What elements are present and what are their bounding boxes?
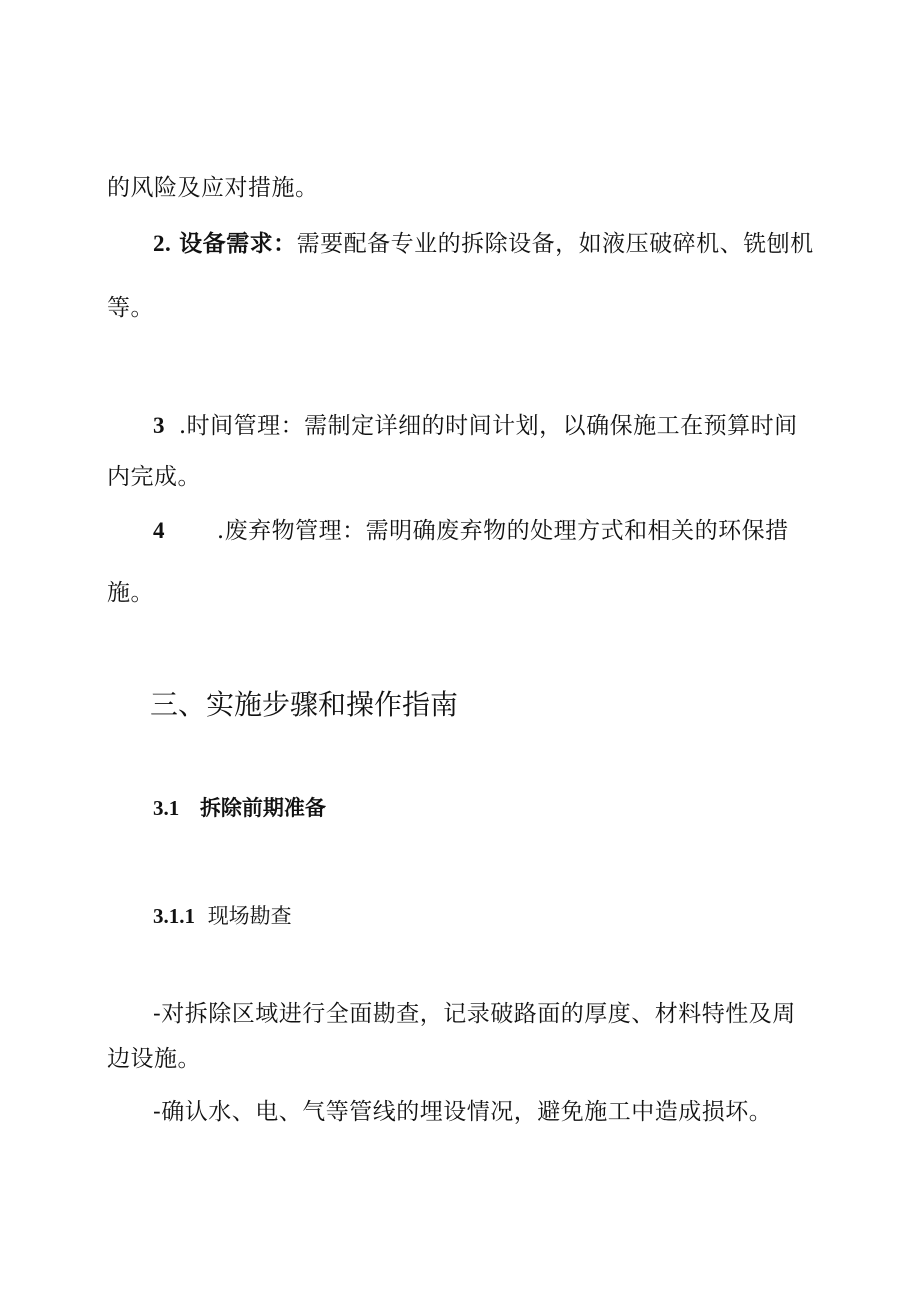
subsection-number: 3.1 xyxy=(153,796,180,820)
subsection-heading xyxy=(153,794,326,822)
item-label: 设备需求： xyxy=(179,230,297,257)
item-text-cont: 施。 xyxy=(107,580,154,606)
item-text-cont: 等。 xyxy=(107,295,154,321)
subsubsection-heading xyxy=(153,902,292,930)
item-number: 3 xyxy=(153,413,165,438)
subsection-title: 拆除前期准备 xyxy=(199,795,326,820)
item-text: 需要配备专业的拆除设备，如液压破碎机、铣刨机 xyxy=(296,231,814,257)
item-text: 时间管理：需制定详细的时间计划，以确保施工在预算时间 xyxy=(186,413,798,439)
item-separator: . xyxy=(216,518,225,544)
item-number: 2. xyxy=(153,231,172,256)
item-text: 废弃物管理：需明确废弃物的处理方式和相关的环保措 xyxy=(224,518,789,544)
subsubsection-number: 3.1.1 xyxy=(153,904,195,928)
item-text-cont: 内完成。 xyxy=(107,464,201,490)
item-number: 4 xyxy=(153,518,165,543)
item-separator: . xyxy=(178,413,187,439)
subsubsection-title: 现场勘查 xyxy=(207,904,292,928)
paragraph-continuation: 的风险及应对措施。 xyxy=(107,175,319,201)
section-heading: 三、实施步骤和操作指南 xyxy=(150,688,459,721)
